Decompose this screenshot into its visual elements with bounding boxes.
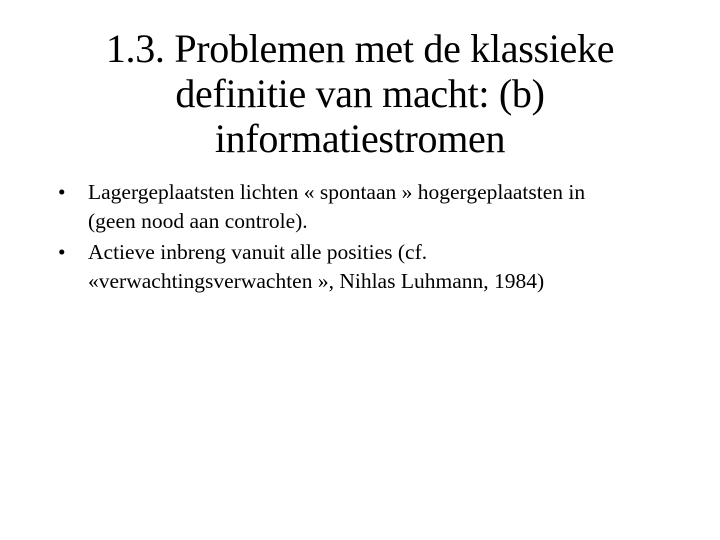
bullet-icon: • [58,240,66,264]
bullet-text-line: «verwachtingsverwachten », Nihlas Luhmann, 1984) [88,269,545,293]
bullet-item [58,178,698,236]
bullet-item [58,238,698,296]
bullet-text-line: Actieve inbreng vanuit alle posities (cf. [88,240,428,264]
bullet-list [58,178,698,298]
title-line-2: definitie van macht: (b) [175,71,545,116]
bullet-icon: • [58,180,66,204]
title-line-3: informatiestromen [214,116,506,161]
slide-title [0,26,720,161]
title-line-1: 1.3. Problemen met de klassieke [105,26,615,71]
bullet-text-line: (geen nood aan controle). [88,209,308,233]
bullet-text-line: Lagergeplaatsten lichten « spontaan » hogergeplaatsten in [88,180,586,204]
